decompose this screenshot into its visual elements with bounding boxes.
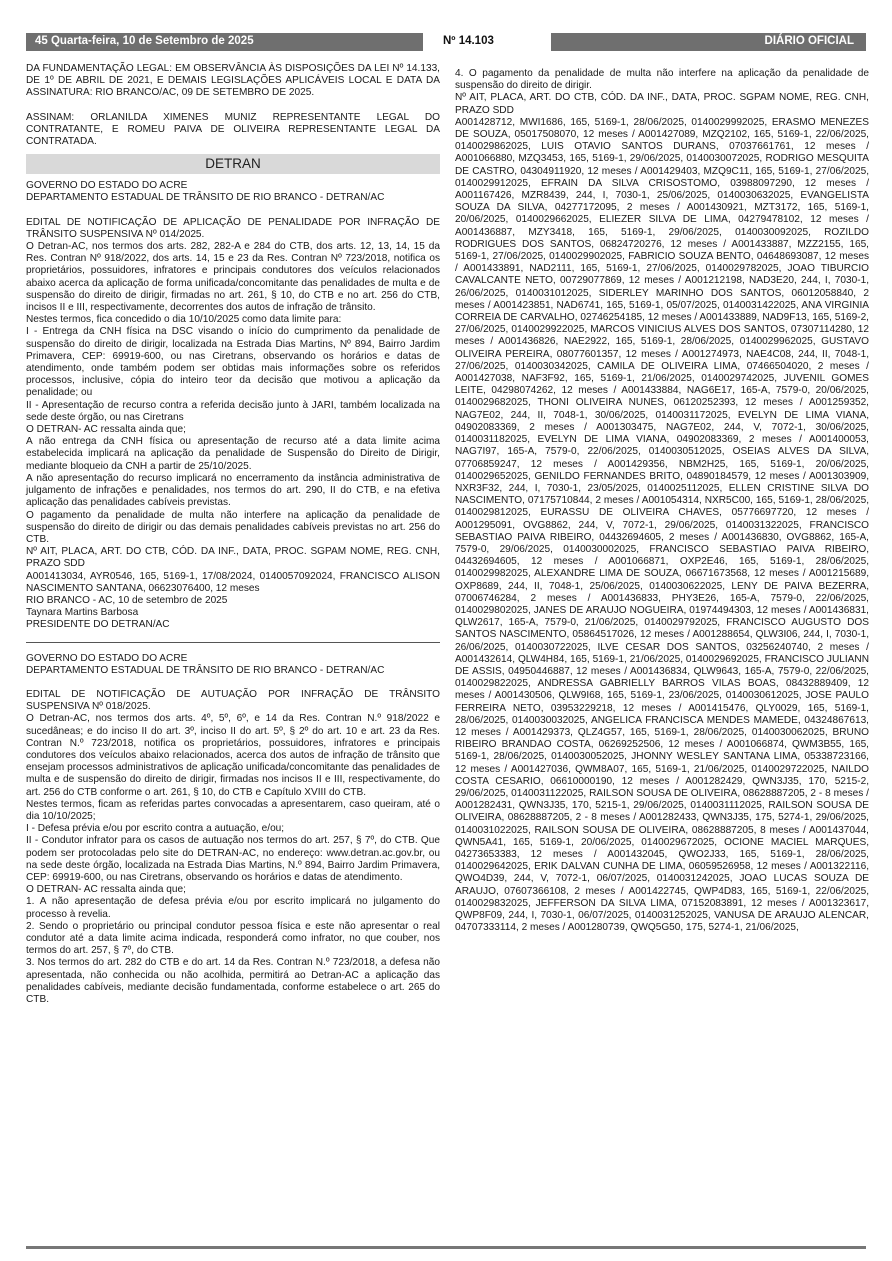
edital-note-2: A não apresentação do recurso implicará no encerramento da instância administrativa de julgamento de infrações e penalidades, nos termos do art. 290, II do CTB, e na efetiva aplicação das penalidades cabíveis previstas. bbox=[26, 472, 440, 509]
edital-ressalta: O DETRAN- AC ressalta ainda que; bbox=[26, 884, 186, 896]
edital-note-4: 4. O pagamento da penalidade de multa não interfere na aplicação da penalidade de suspensão do direito de dirigir. bbox=[455, 68, 869, 92]
right-column bbox=[455, 68, 869, 934]
edital-note-1: 1. A não apresentação de defesa prévia e/ou por escrito implicará no julgamento do processo à revelia. bbox=[26, 896, 440, 920]
publication-name: DIÁRIO OFICIAL bbox=[764, 35, 854, 47]
edital-convocation: Nestes termos, ficam as referidas partes convocadas a apresentarem, caso queiram, até o dia 10/10/2025; bbox=[26, 798, 440, 822]
edital-record: A001413034, AYR0546, 165, 5169-1, 17/08/2024, 0140057092024, FRANCISCO ALISON NASCIMENTO SANTANA, 06623076400, 12 meses bbox=[26, 570, 440, 594]
edital-title: EDITAL DE NOTIFICAÇÃO DE APLICAÇÃO DE PENALIDADE POR INFRAÇÃO DE TRÂNSITO SUSPENSIVA Nº 014/2025. bbox=[26, 216, 440, 240]
edital-note-1: A não entrega da CNH física ou apresentação de recurso até a data limite acima estabelecida implicará na aplicação da penalidade de Suspensão do Direito de Dirigir, mediante bloqueio da CNH a partir de 25/10/2025. bbox=[26, 436, 440, 472]
edital-deadline: Nestes termos, fica concedido o dia 10/10/2025 como data limite para: bbox=[26, 314, 342, 326]
page-date: 45 Quarta-feira, 10 de Setembro de 2025 bbox=[35, 35, 254, 47]
edital-body: O Detran-AC, nos termos dos arts. 4º, 5º, 6º, e 14 da Res. Contran N.º 918/2022 e sucedâneas; e do inciso II do art. 3º, inciso II do art. 5º, § 2º do art. 10 e art. 23 da Res. Contran N.º 723/2018, notifica os proprietários, possuidores, infratores e principais condutores dos veículos abaixo relacionados, acerca dos autos de infração de trânsito que ensejam processos administrativos de aplicação unificada/concomitante das penalidades de multa e de suspensão do direito de dirigir, firmadas nos incisos II e III, respectivamente, do art. 256 do CTB conforme o art. 261, § 10, do CTB e Capítulo XVIII do CTB. bbox=[26, 713, 440, 798]
edital-ressalta: O DETRAN- AC ressalta ainda que; bbox=[26, 424, 186, 436]
edital-item-i: I - Defesa prévia e/ou por escrito contra a autuação, e/ou; bbox=[26, 823, 285, 835]
issue-number: Nº 14.103 bbox=[423, 33, 551, 51]
edital-body: O Detran-AC, nos termos dos arts. 282, 282-A e 284 do CTB, dos arts. 12, 13, 14, 15 da Res. Contran Nº 918/2022, dos arts. 14, 15 e 23 da Res. Contran Nº 723/2018, notifica os proprietários, possuidores, infratores e principais condutores dos veículos relacionados abaixo acerca da aplicação de forma unificada/concomitante das penalidades de multa e de suspensão do direito de dirigir, firmadas no art. 261, § 10, do CTB e no art. 256 do CTB, incisos II e III, respectivamente, decorrentes dos autos de infração de trânsito. bbox=[26, 241, 440, 314]
edital-columns: Nº AIT, PLACA, ART. DO CTB, CÓD. DA INF., DATA, PROC. SGPAM NOME, REG. CNH, PRAZO SDD bbox=[455, 92, 869, 116]
page-header bbox=[26, 33, 866, 51]
section-heading: DETRAN bbox=[26, 154, 440, 174]
edital-place-date: RIO BRANCO - AC, 10 de setembro de 2025 bbox=[26, 594, 228, 606]
edital-note-3: 3. Nos termos do art. 282 do CTB e do art. 14 da Res. Contran N.º 723/2018, a defesa não apresentada, não conhecida ou não acolhida, permitirá ao Detran-AC a aplicação das penalidades cabíveis, mediante decisão fundamentada, conforme estabelece o art. 265 do CTB. bbox=[26, 957, 440, 1006]
edital-note-2: 2. Sendo o proprietário ou principal condutor pessoa física e este não apresentar o real condutor até a data limite acima indicada, responderá como infrator, no que couber, nos termos do art. 257, § 7º, do CTB. bbox=[26, 920, 440, 957]
edital-title: EDITAL DE NOTIFICAÇÃO DE AUTUAÇÃO POR INFRAÇÃO DE TRÂNSITO SUSPENSIVA Nº 018/2025. bbox=[26, 688, 440, 713]
legal-basis: DA FUNDAMENTAÇÃO LEGAL: EM OBSERVÂNCIA ÀS DISPOSIÇÕES DA LEI Nº 14.133, DE 1º DE ABRIL DE 2021, E DEMAIS LEGISLAÇÕES APLICÁVEIS LOCAL E DATA DA ASSINATURA: RIO BRANCO/AC, 09 DE SETEMBRO DE 2025. bbox=[26, 63, 440, 99]
government-name: GOVERNO DO ESTADO DO ACRE bbox=[26, 652, 188, 664]
edital-item-ii: II - Apresentação de recurso contra a referida decisão junto à JARI, também localizada na sede deste órgão, ou nas Ciretrans bbox=[26, 399, 440, 423]
department-name: DEPARTAMENTO ESTADUAL DE TRÂNSITO DE RIO BRANCO - DETRAN/AC bbox=[26, 192, 385, 204]
divider bbox=[26, 642, 440, 643]
footer-rule bbox=[26, 1246, 866, 1249]
edital-columns: Nº AIT, PLACA, ART. DO CTB, CÓD. DA INF., DATA, PROC. SGPAM NOME, REG. CNH, PRAZO SDD bbox=[26, 546, 440, 570]
infraction-list: A001428712, MWI1686, 165, 5169-1, 28/06/2025, 0140029992025, ERASMO MENEZES DE SOUZA, 05017508070, 12 meses / A001427089, MZQ2102, 165, 5169-1, 22/06/2025, 0140029862025, LUIS OTAVIO SANTOS DURANS, 07037661761, 12 meses / A001066880, MZQ3453, 165, 5169-1, 29/06/2025, 0140030072025, RODRIGO MESQUITA DE CASTRO, 04304911920, 12 meses / A001429403, MZQ9C11, 165, 5169-1, 27/06/2025, 0140029912025, EFRAIN DA SILVA CRISOSTOMO, 03988097290, 12 meses / A001167426, MZR8439, 244, I, 7030-1, 25/06/2025, 0140030632025, EVANGELISTA SOUZA DA SILVA, 04277172095, 2 meses / A001430921, MZT3172, 165, 5169-1, 20/06/2025, 0140029662025, ELIEZER SILVA DE LIMA, 04279478102, 12 meses / A001436887, MZY3418, 165, 5169-1, 29/06/2025, 0140030092025, ROZILDO RODRIGUES DOS SANTOS, 06824720276, 12 meses / A001433887, MZZ2155, 165, 5169-1, 27/06/2025, 0140029902025, FABRICIO SOUZA BENTO, 04648693087, 12 meses / A001433891, NAD2111, 165, 5169-1, 27/06/2025, 0140029782025, JOAO TIBURCIO CAVALCANTE NETO, 00729077869, 12 meses / A001212198, NAD3E20, 244, I, 7030-1, 26/06/2025, 0140031012025, SIDERLEY MARINHO DOS SANTOS, 06012058840, 2 meses / A001423851, NAD6741, 165, 5169-1, 05/07/2025, 0140031422025, ANA VIRGINIA CORREIA DE CARVALHO, 02746254185, 12 meses / A001433889, NAD9F13, 165, 5169-2, 27/06/2025, 0140029922025, MARCOS VINICIUS ALVES DOS SANTOS, 07307114280, 12 meses / A001436826, NAE2922, 165, 5169-1, 28/06/2025, 0140029962025, GUSTAVO OLIVEIRA PEREIRA, 08077601357, 12 meses / A001274973, NAE4C08, 244, II, 7048-1, 27/06/2025, 0140030342025, CAMILA DE OLIVEIRA LIMA, 07466504020, 2 meses / A001427038, NAF3F92, 165, 5169-1, 21/06/2025, 0140029742025, JUVENIL GOMES LEITE, 04298074262, 12 meses / A001433884, NAG6E17, 165-A, 7579-0, 20/06/2025, 0140029682025, THONI OLIVEIRA NUNES, 06120252393, 12 meses / A001259352, NAG7E02, 244, II, 7048-1, 30/06/2025, 0140031172025, EVELYN DE LIMA VIANA, 04902083369, 2 meses / A001303475, NAG7E02, 244, V, 7072-1, 30/06/2025, 0140031182025, EVELYN DE LIMA VIANA, 04902083369, 2 meses / A001400053, NAG7I97, 165-A, 7579-0, 22/06/2025, 0140030512025, OSEIAS ALVES DA SILVA, 07706859247, 12 meses / A001429356, NBM2H25, 165, 5169-1, 20/06/2025, 0140029652025, GENILDO FERNANDES BRITO, 04890184579, 12 meses / A001303909, NXR3F32, 244, I, 7030-1, 23/05/2025, 0140025112025, ELLEN CRISTINE SILVA DO NASCIMENTO, 07175710844, 2 meses / A001054314, NXR5C00, 165, 5169-1, 28/06/2025, 0140029812025, EURASSU DE OLIVEIRA CHAVES, 05776697720, 12 meses / A001295091, OVG8862, 244, V, 7072-1, 29/06/2025, 0140031322025, FRANCISCO SEBASTIAO PAIVA RIBEIRO, 04432694605, 2 meses / A001436830, OVG8862, 165-A, 7579-0, 29/06/2025, 0140030002025, FRANCISCO SEBASTIAO PAIVA RIBEIRO, 04432694605, 12 meses / A001066871, OXP2E46, 165, 5169-1, 28/06/2025, 0140029982025, ALEXANDRE LIMA DE SOUZA, 06671673568, 12 meses / A001215689, OXP8689, 244, II, 7048-1, 25/06/2025, 0140030622025, LENY DE PAIVA BEZERRA, 07006746284, 2 meses / A001436833, PHY3E26, 165-A, 7579-0, 22/06/2025, 0140029802025, JANES DE ARAUJO NOGUEIRA, 01974494303, 12 meses / A001436831, QLW2617, 165-A, 7579-0, 21/06/2025, 0140029792025, FRANCISCO AUGUSTO DOS SANTOS NASCIMENTO, 05864517026, 12 meses / A001288654, QLW3I06, 244, I, 7030-1, 26/06/2025, 0140030722025, ILVE CESAR DOS SANTOS, 03256240740, 2 meses / A001432614, QLW4H84, 165, 5169-1, 21/06/2025, 0140029692025, FRANCISCO JULIANN DE ASSIS, 04950446887, 12 meses / A001436834, QLW9643, 165-A, 7579-0, 22/06/2025, 0140029822025, ANDRESSA GABRIELLY BARROS VILAS BOAS, 08432889409, 12 meses / A001430506, QLW9I68, 165, 5169-1, 23/06/2025, 0140030612025, JOSE PAULO FERREIRA NETO, 03953229218, 12 meses / A001415476, QLY0029, 165, 5169-1, 28/06/2025, 0140030032025, ANGELICA FRANCISCA MENDES MAMEDE, 04324867613, 12 meses / A001429373, QLZ4G57, 165, 5169-1, 28/06/2025, 0140030062025, BRUNO RIBEIRO BRANDAO COSTA, 06269252506, 12 meses / A001066874, QWM3B55, 165, 5169-1, 28/06/2025, 0140030052025, JHONNY WESLEY SANTANA LIMA, 05338723166, 12 meses / A001427036, QWM8A07, 165, 5169-1, 21/06/2025, 0140029722025, NAILDO COSTA CESARIO, 06610000190, 12 meses / A001282429, QWN3J35, 170, 5215-2, 29/06/2025, 0140031122025, RAILSON SOUSA DE OLIVEIRA, 08628887205, 2 - 8 meses / A001282431, QWN3J35, 170, 5215-1, 29/06/2025, 0140031112025, RAILSON SOUSA DE OLIVEIRA, 08628887205, 2 - 8 meses / A001282433, QWN3J35, 175, 5274-1, 29/06/2025, 0140031022025, RAILSON SOUSA DE OLIVEIRA, 08628887205, 8 meses / A001437044, QWN5A41, 165, 5169-1, 20/06/2025, 0140029672025, OCIONE MACIEL MARQUES, 04273653383, 12 meses / A001432045, QWO2J33, 165, 5169-1, 28/06/2025, 0140029642025, ERIK DALVAN CUNHA DE LIMA, 06059526958, 12 meses / A001322116, QWO4D39, 244, V, 7072-1, 06/07/2025, 0140031242025, JOAO LUCAS SOUZA DE ARAUJO, 07607366108, 2 meses / A001422745, QWP4D83, 165, 5169-1, 22/06/2025, 0140029832025, JEFFERSON DA SILVA LIMA, 07152083891, 12 meses / A001323617, QWP8F09, 244, I, 7030-1, 06/07/2025, 0140031252025, VANUSA DE ARAUJO ALENCAR, 04707333114, 2 meses / A001280739, QWQ5G50, 175, 5274-1, 21/06/2025, bbox=[455, 116, 869, 934]
department-name: DEPARTAMENTO ESTADUAL DE TRÂNSITO DE RIO BRANCO - DETRAN/AC bbox=[26, 664, 385, 676]
signer-role: PRESIDENTE DO DETRAN/AC bbox=[26, 619, 170, 631]
edital-item-ii: II - Condutor infrator para os casos de autuação nos termos do art. 257, § 7º, do CTB. Que podem ser protocoladas pelo site do DETRAN-AC, no endereço: www.detran.ac.gov.br, ou na sede deste órgão, localizada na Estrada Dias Martins, N.º 894, Bairro Jardim Primavera, CEP: 69919-600, ou nas Ciretrans, observando os horários e datas de atendimento. bbox=[26, 835, 440, 883]
signer-name: Taynara Martins Barbosa bbox=[26, 607, 139, 619]
left-column bbox=[26, 63, 440, 1006]
signatories: ASSINAM: ORLANILDA XIMENES MUNIZ REPRESENTANTE LEGAL DO CONTRATANTE, E ROMEU PAIVA DE OLIVEIRA REPRESENTANTE LEGAL DA CONTRATADA. bbox=[26, 111, 440, 148]
government-name: GOVERNO DO ESTADO DO ACRE bbox=[26, 180, 188, 192]
edital-note-3: O pagamento da penalidade de multa não interfere na aplicação da penalidade de suspensão do direito de dirigir ou das demais penalidades cabíveis previstas no art. 256 do CTB. bbox=[26, 509, 440, 545]
edital-item-i: I - Entrega da CNH física na DSC visando o início do cumprimento da penalidade de suspensão do direito de dirigir, localizada na Estrada Dias Martins, Nº 894, Bairro Jardim Primavera, CEP: 69919-600, ou nas Ciretrans, observando os horários e datas de atendimento, onde também podem ser obtidas mais informações sobre os referidos processos, inclusive, cópia do inteiro teor da decisão que motivou a aplicação da penalidade; ou bbox=[26, 326, 440, 399]
